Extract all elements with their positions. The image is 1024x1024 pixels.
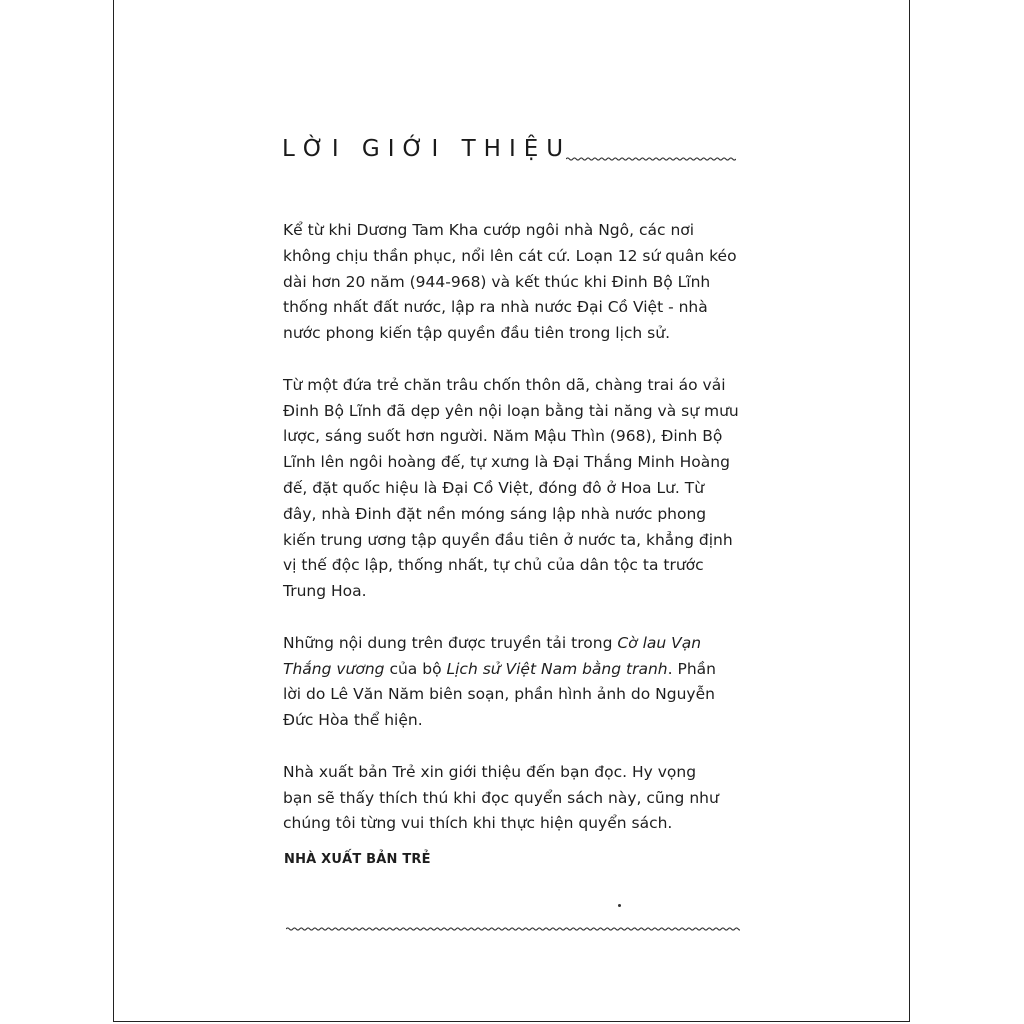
text-line: lời do Lê Văn Năm biên soạn, phần hình ảnh do Nguyễn [283,685,715,704]
introduction-body [283,218,743,863]
page-title: LỜI GIỚI THIỆU [282,136,572,162]
text-line: vị thế độc lập, thống nhất, tự chủ của dân tộc ta trước [283,556,704,575]
text-segment: Những nội dung trên được truyền tải trong [283,633,618,652]
decorative-wavy-line-top [566,154,736,164]
text-line: bạn sẽ thấy thích thú khi đọc quyển sách này, cũng như [283,788,719,807]
text-line: Trung Hoa. [283,582,367,601]
paragraph-2 [283,373,743,605]
decorative-wavy-line-bottom [286,924,740,934]
decorative-dot [618,904,621,907]
text-line: chúng tôi từng vui thích khi thực hiện quyển sách. [283,814,673,833]
text-line: nước phong kiến tập quyền đầu tiên trong lịch sử. [283,324,671,343]
text-line: Kể từ khi Dương Tam Kha cướp ngôi nhà Ngô, các nơi [283,221,695,239]
text-line: Lĩnh lên ngôi hoàng đế, tự xưng là Đại Thắng Minh Hoàng [283,453,730,472]
book-title-italic: Cờ lau Vạn [617,633,702,652]
series-title-italic: Lịch sử Việt Nam bằng tranh [446,659,668,678]
text-line: Từ một đứa trẻ chăn trâu chốn thôn dã, chàng trai áo vải [283,375,726,394]
text-line: thống nhất đất nước, lập ra nhà nước Đại Cồ Việt - nhà [283,298,708,317]
publisher-signature: NHÀ XUẤT BẢN TRẺ [284,852,431,867]
text-line: đây, nhà Đinh đặt nền móng sáng lập nhà nước phong [283,504,707,523]
text-line: không chịu thần phục, nổi lên cát cứ. Loạn 12 sứ quân kéo [283,246,737,265]
text-line: lược, sáng suốt hơn người. Năm Mậu Thìn (968), Đinh Bộ [283,427,723,446]
text-segment: . Phần [667,659,716,678]
text-line: đế, đặt quốc hiệu là Đại Cồ Việt, đóng đô ở Hoa Lư. Từ [283,478,705,497]
book-title-italic: Thắng vương [283,659,385,678]
text-line: Nhà xuất bản Trẻ xin giới thiệu đến bạn đọc. Hy vọng [283,762,697,781]
text-line: dài hơn 20 năm (944-968) và kết thúc khi Đinh Bộ Lĩnh [283,272,711,291]
text-line: Đinh Bộ Lĩnh đã dẹp yên nội loạn bằng tài năng và sự mưu [283,401,739,420]
paragraph-4 [283,760,743,837]
paragraph-3 [283,631,743,734]
text-line [283,631,743,657]
paragraph-1 [283,218,743,347]
text-line: kiến trung ương tập quyền đầu tiên ở nước ta, khẳng định [283,530,733,549]
title-row [282,136,571,162]
text-segment: của bộ [384,659,447,678]
text-line [283,657,743,683]
text-line: Đức Hòa thể hiện. [283,711,423,730]
